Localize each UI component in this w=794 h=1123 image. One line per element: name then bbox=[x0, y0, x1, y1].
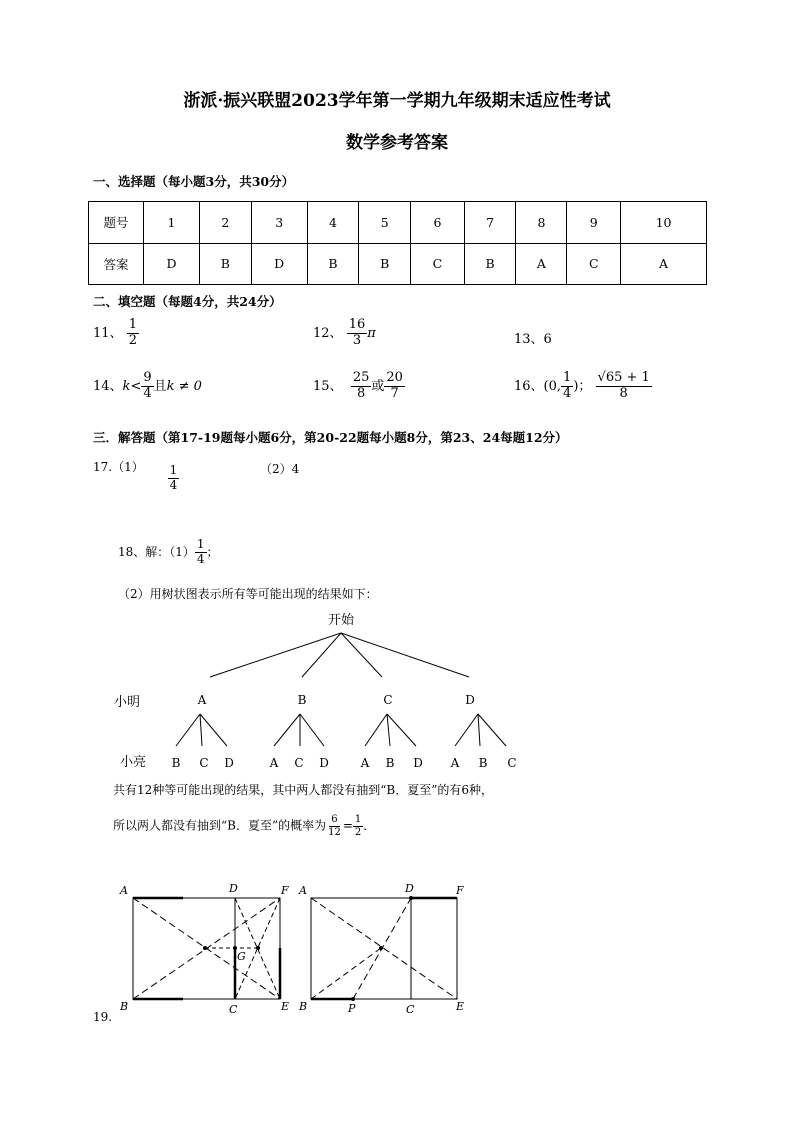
tree-leaf: A bbox=[269, 756, 279, 770]
point-dot bbox=[379, 946, 383, 950]
numerator: 9 bbox=[143, 370, 152, 385]
page-subtitle: 数学参考答案 bbox=[346, 133, 448, 153]
tree-leaf: D bbox=[413, 756, 423, 770]
point-label: P bbox=[348, 1002, 356, 1015]
q-label: 15、 bbox=[313, 378, 343, 394]
tree-leaf: B bbox=[171, 756, 181, 770]
point-dot bbox=[351, 997, 355, 1001]
tree-node: C bbox=[383, 693, 393, 707]
point-label: G bbox=[237, 950, 246, 963]
q-label: 18、解：（1） bbox=[118, 544, 195, 559]
figure-2 bbox=[311, 898, 457, 999]
table-cell: C bbox=[411, 243, 465, 285]
q18-part1 bbox=[118, 538, 219, 567]
table-cell: D bbox=[144, 243, 200, 285]
denominator: 8 bbox=[619, 385, 628, 401]
tree-node: A bbox=[197, 693, 207, 707]
table-cell: B bbox=[199, 243, 251, 285]
table-cell: B bbox=[359, 243, 411, 285]
numerator: 16 bbox=[348, 317, 366, 332]
point-text: (0, bbox=[543, 378, 562, 394]
table-row bbox=[89, 202, 707, 244]
tree-leaf: A bbox=[360, 756, 370, 770]
tree-edges bbox=[176, 633, 506, 746]
point-dot bbox=[203, 946, 207, 950]
denominator: 3 bbox=[352, 332, 362, 348]
q17-part2: （2）4 bbox=[260, 462, 300, 476]
q-label: 17.（1） bbox=[93, 460, 144, 474]
point-text: )； bbox=[573, 378, 592, 394]
point-label: F bbox=[281, 884, 289, 897]
denominator: 2 bbox=[354, 826, 362, 838]
point-label: A bbox=[120, 884, 128, 897]
denominator: 12 bbox=[328, 826, 341, 838]
numerator: 1 bbox=[196, 537, 205, 551]
point-dot bbox=[256, 946, 260, 950]
tree-leaf: C bbox=[507, 756, 517, 770]
table-cell: 9 bbox=[567, 202, 621, 244]
table-cell: D bbox=[251, 243, 307, 285]
table-cell: 6 bbox=[411, 202, 465, 244]
point-label: D bbox=[405, 882, 414, 895]
table-cell: 7 bbox=[464, 202, 516, 244]
numerator: 20 bbox=[386, 370, 403, 385]
tree-level1-label: 小明 bbox=[114, 695, 141, 710]
condition: k ≠ 0 bbox=[166, 378, 202, 394]
tree-node: B bbox=[297, 693, 307, 707]
denominator: 7 bbox=[390, 385, 399, 401]
tree-leaf: B bbox=[385, 756, 395, 770]
q18-conclusion-2 bbox=[113, 814, 375, 838]
point-label: E bbox=[456, 1000, 465, 1013]
point-dot bbox=[409, 896, 413, 900]
q12-answer bbox=[313, 318, 376, 349]
numerator: 1 bbox=[563, 370, 572, 385]
q-label: 12、 bbox=[313, 325, 343, 341]
denominator: 4 bbox=[143, 385, 152, 401]
q17-answer bbox=[93, 458, 179, 493]
table-cell: C bbox=[567, 243, 621, 285]
point-label: F bbox=[456, 884, 464, 897]
tree-root: 开始 bbox=[327, 613, 355, 628]
punctuation: ； bbox=[206, 544, 219, 559]
point-label: B bbox=[120, 1000, 129, 1013]
numerator: 1 bbox=[128, 317, 137, 332]
point-label: A bbox=[299, 884, 307, 897]
q19-label: 19. bbox=[93, 1010, 113, 1024]
section1-heading: 一、选择题（每小题3分，共30分） bbox=[93, 174, 295, 189]
q13-answer: 13、6 bbox=[514, 332, 552, 347]
section2-heading: 二、填空题（每题4分，共24分） bbox=[93, 294, 282, 309]
point-label: B bbox=[299, 1000, 308, 1013]
q-label: 16、 bbox=[514, 378, 544, 394]
q-label: 14、 bbox=[93, 378, 123, 394]
tree-node: D bbox=[465, 693, 475, 707]
denominator: 8 bbox=[356, 385, 366, 401]
table-cell: B bbox=[464, 243, 516, 285]
pi-symbol: π bbox=[367, 325, 376, 341]
row-label: 答案 bbox=[89, 243, 144, 285]
q15-answer bbox=[313, 371, 405, 402]
denominator: 4 bbox=[563, 385, 572, 401]
row-label: 题号 bbox=[89, 202, 144, 244]
q14-answer bbox=[93, 371, 202, 402]
tree-level2-label: 小亮 bbox=[120, 755, 147, 770]
denominator: 4 bbox=[169, 477, 178, 492]
denominator: 2 bbox=[128, 332, 137, 348]
table-row bbox=[89, 243, 707, 285]
q18-part2: （2）用树状图表示所有等可能出现的结果如下： bbox=[118, 587, 378, 601]
q19-figures bbox=[115, 880, 495, 1020]
numerator: √65 + 1 bbox=[597, 370, 650, 385]
table-cell: B bbox=[307, 243, 359, 285]
point-label: E bbox=[281, 1000, 290, 1013]
table-cell: 1 bbox=[144, 202, 200, 244]
table-cell: 3 bbox=[251, 202, 307, 244]
point-label: C bbox=[406, 1003, 415, 1016]
page-title: 浙派·振兴联盟2023学年第一学期九年级期末适应性考试 bbox=[183, 91, 611, 111]
q16-answer bbox=[514, 371, 652, 402]
tree-leaf: B bbox=[478, 756, 488, 770]
table-cell: A bbox=[621, 243, 707, 285]
tree-leaf: D bbox=[224, 756, 234, 770]
tree-diagram bbox=[100, 606, 700, 776]
table-cell: 8 bbox=[516, 202, 567, 244]
table-cell: 2 bbox=[199, 202, 251, 244]
tree-leaf: A bbox=[450, 756, 460, 770]
q11-answer bbox=[93, 318, 139, 349]
numerator: 1 bbox=[169, 463, 178, 477]
tree-leaf: D bbox=[319, 756, 329, 770]
punctuation: ． bbox=[363, 818, 376, 833]
conclusion-text: 所以两人都没有抽到“B．夏至”的概率为 bbox=[113, 818, 327, 833]
q18-conclusion-1: 共有12种等可能出现的结果，其中两人都没有抽到“B．夏至”的有6种， bbox=[113, 783, 493, 797]
answer-table bbox=[88, 201, 707, 285]
numerator: 25 bbox=[352, 370, 370, 385]
tree-leaf: C bbox=[294, 756, 304, 770]
table-cell: 10 bbox=[621, 202, 707, 244]
point-label: C bbox=[229, 1003, 238, 1016]
table-cell: 4 bbox=[307, 202, 359, 244]
conjunction: 或 bbox=[371, 378, 385, 394]
denominator: 4 bbox=[196, 551, 205, 566]
variable: k bbox=[122, 378, 131, 394]
numerator: 1 bbox=[354, 814, 362, 825]
conjunction: 且 bbox=[153, 378, 167, 394]
point-label: D bbox=[229, 882, 238, 895]
tree-leaf: C bbox=[199, 756, 209, 770]
q-label: 11、 bbox=[93, 325, 123, 341]
relation: < bbox=[130, 378, 142, 394]
section3-heading: 三．解答题（第17-19题每小题6分，第20-22题每小题8分，第23、24每题12分） bbox=[93, 430, 568, 445]
table-cell: 5 bbox=[359, 202, 411, 244]
table-cell: A bbox=[516, 243, 567, 285]
numerator: 6 bbox=[331, 814, 338, 825]
equals-sign: = bbox=[342, 818, 353, 833]
